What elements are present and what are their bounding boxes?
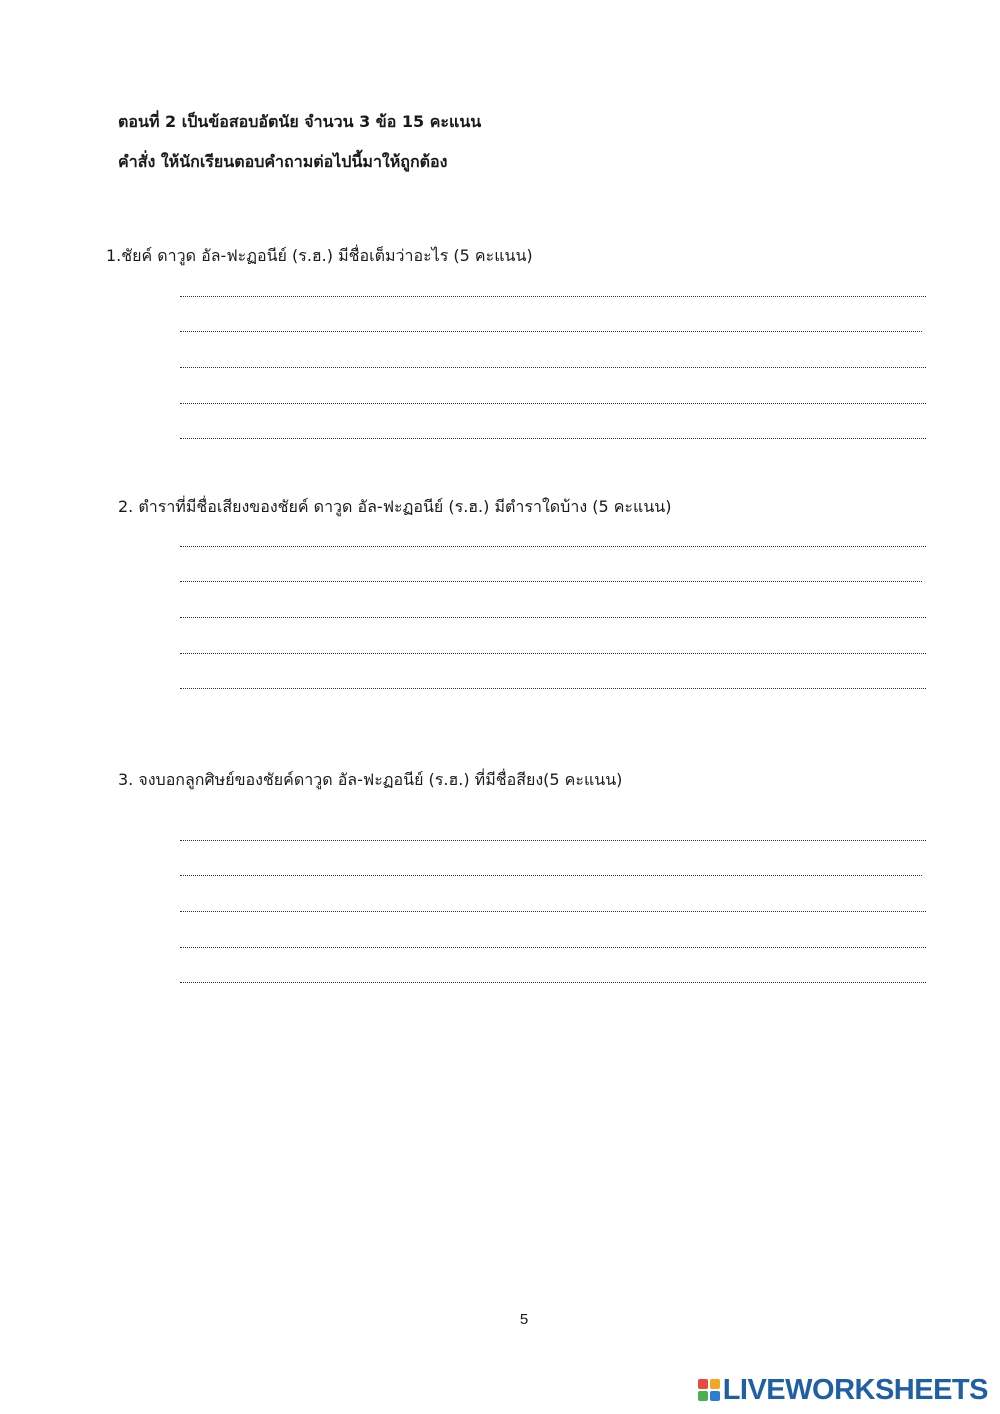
answer-line-q2-4[interactable] <box>180 653 926 654</box>
answer-line-q1-4[interactable] <box>180 403 926 404</box>
question-2: 2. ตำราที่มีชื่อเสียงของชัยค์ ดาวูด อัล-ฟะฏอนีย์ (ร.ฮ.) มีตำราใดบ้าง (5 คะแนน) <box>118 497 672 516</box>
brand-name: LIVEWORKSHEETS <box>722 1374 988 1406</box>
answer-line-q2-3[interactable] <box>180 617 926 618</box>
answer-line-q1-3[interactable] <box>180 367 926 368</box>
answer-line-q2-1[interactable] <box>180 546 926 547</box>
logo-tile-orange <box>710 1379 720 1389</box>
answer-line-q2-5[interactable] <box>180 688 926 689</box>
liveworksheets-logo-icon <box>698 1379 720 1401</box>
answer-line-q3-4[interactable] <box>180 947 926 948</box>
answer-line-q1-5[interactable] <box>180 438 926 439</box>
answer-line-q2-2[interactable] <box>180 581 922 582</box>
answer-line-q1-2[interactable] <box>180 331 922 332</box>
answer-line-q3-1[interactable] <box>180 840 926 841</box>
liveworksheets-brand[interactable] <box>698 1374 988 1406</box>
section-heading: ตอนที่ 2 เป็นข้อสอบอัตนัย จำนวน 3 ข้อ 15 คะแนน <box>118 112 482 131</box>
question-1: 1.ชัยค์ ดาวูด อัล-ฟะฏอนีย์ (ร.ฮ.) มีชื่อเต็มว่าอะไร (5 คะแนน) <box>106 246 533 265</box>
answer-line-q3-3[interactable] <box>180 911 926 912</box>
logo-tile-green <box>698 1391 708 1401</box>
instruction-heading: คำสั่ง ให้นักเรียนตอบคำถามต่อไปนี้มาให้ถูกต้อง <box>118 152 448 171</box>
page-number: 5 <box>519 1311 529 1328</box>
logo-tile-red <box>698 1379 708 1389</box>
answer-line-q3-2[interactable] <box>180 875 922 876</box>
logo-tile-blue <box>710 1391 720 1401</box>
answer-line-q3-5[interactable] <box>180 982 926 983</box>
question-3: 3. จงบอกลูกศิษย์ของชัยค์ดาวูด อัล-ฟะฏอนีย์ (ร.ฮ.) ที่มีชื่อสียง(5 คะแนน) <box>118 770 623 789</box>
answer-line-q1-1[interactable] <box>180 296 926 297</box>
